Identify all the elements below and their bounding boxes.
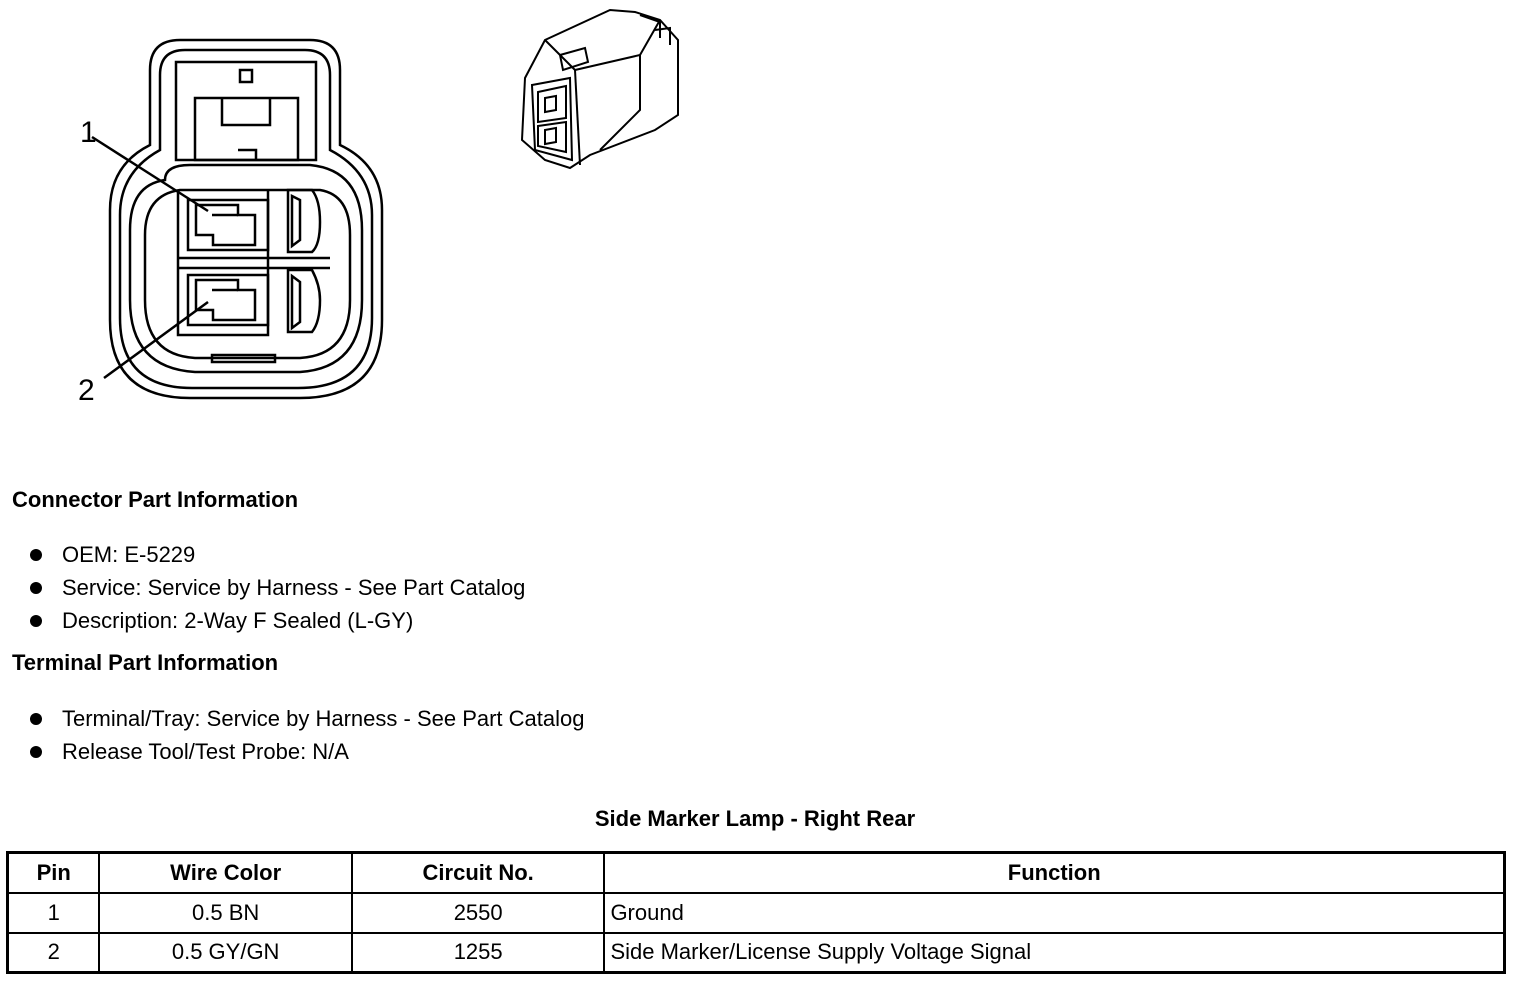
header-pin: Pin (8, 853, 100, 893)
pin-callout-2: 2 (78, 374, 95, 407)
cell-wire-color: 0.5 BN (99, 893, 352, 933)
terminal-tray: Terminal/Tray: Service by Harness - See Part Catalog (62, 706, 585, 731)
list-item (28, 571, 525, 604)
list-item (28, 604, 525, 637)
list-item (28, 538, 525, 571)
pin-callout-1: 1 (80, 116, 97, 149)
terminal-info-heading: Terminal Part Information (12, 650, 279, 675)
cell-function: Ground (604, 893, 1504, 933)
connector-service: Service: Service by Harness - See Part Catalog (62, 575, 526, 600)
header-function: Function (604, 853, 1504, 893)
table-row (8, 933, 1505, 973)
header-wire-color: Wire Color (99, 853, 352, 893)
cell-pin: 2 (8, 933, 100, 973)
bullet-icon (30, 746, 42, 758)
table-header-row (8, 853, 1505, 893)
list-item (28, 702, 585, 735)
cell-function: Side Marker/License Supply Voltage Signal (604, 933, 1504, 973)
bullet-icon (30, 549, 42, 561)
list-item (28, 735, 585, 768)
bullet-icon (30, 582, 42, 594)
connector-info-heading: Connector Part Information (12, 487, 299, 512)
connector-face-diagram (0, 0, 720, 420)
cell-circuit-no: 1255 (352, 933, 605, 973)
terminal-info-list (28, 702, 585, 768)
table-title: Side Marker Lamp - Right Rear (594, 806, 916, 831)
connector-info-list (28, 538, 525, 637)
pin-table (6, 851, 1506, 974)
bullet-icon (30, 713, 42, 725)
cell-pin: 1 (8, 893, 100, 933)
table-row (8, 893, 1505, 933)
header-circuit-no: Circuit No. (352, 853, 605, 893)
connector-description: Description: 2-Way F Sealed (L-GY) (62, 608, 414, 633)
connector-oem: OEM: E-5229 (62, 542, 196, 567)
cell-wire-color: 0.5 GY/GN (99, 933, 352, 973)
bullet-icon (30, 615, 42, 627)
release-tool: Release Tool/Test Probe: N/A (62, 739, 349, 764)
cell-circuit-no: 2550 (352, 893, 605, 933)
